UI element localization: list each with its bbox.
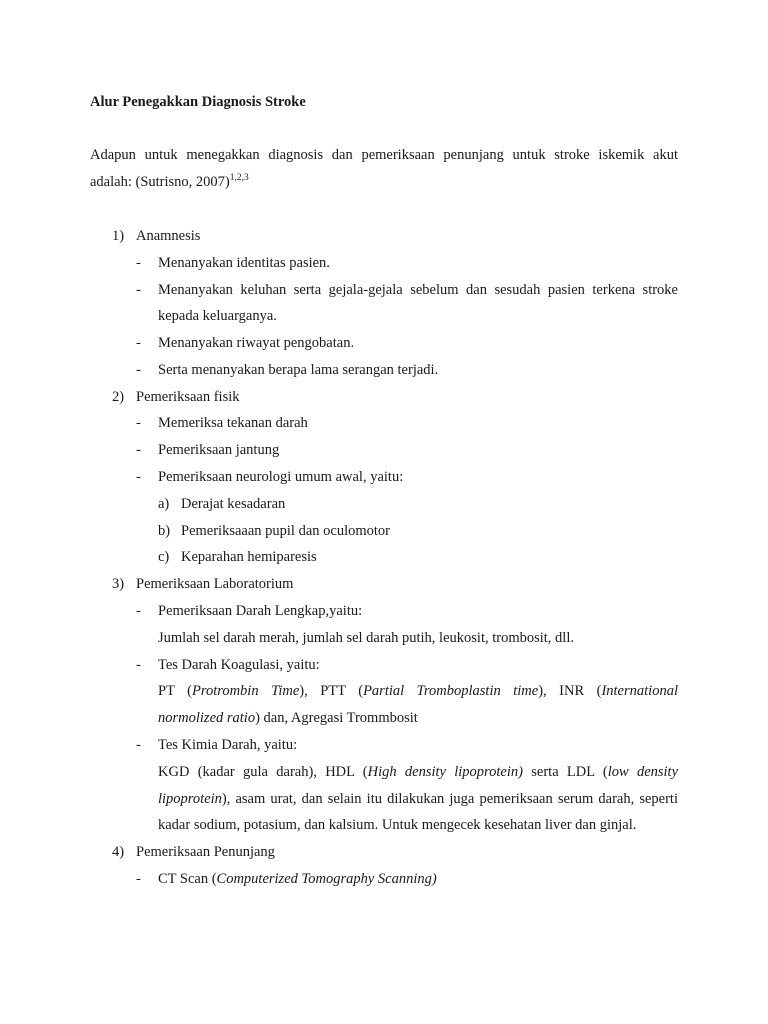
italic-term: Computerized Tomography Scanning) [216, 871, 437, 887]
text-span: PT ( [158, 683, 192, 699]
dash-bullet: - [136, 603, 141, 619]
section-1-heading: Anamnesis [136, 228, 201, 244]
coagulation-line-2 [158, 708, 418, 728]
dash-bullet: - [136, 657, 141, 673]
section-3-number: 3) [112, 576, 125, 592]
list-item: Pemeriksaan neurologi umum awal, yaitu: [158, 469, 404, 485]
list-item: Menanyakan riwayat pengobatan. [158, 335, 355, 351]
sub-item-letter: b) [158, 523, 171, 539]
sub-item: Pemeriksaaan pupil dan oculomotor [181, 523, 390, 539]
text-span: ) dan, Agregasi Trommbosit [255, 710, 418, 726]
dash-bullet: - [136, 469, 141, 485]
list-item: Tes Kimia Darah, yaitu: [158, 737, 298, 753]
list-item: Memeriksa tekanan darah [158, 415, 308, 431]
italic-term: International [601, 683, 678, 699]
dash-bullet: - [136, 255, 141, 271]
italic-term: lipoprotein [158, 791, 222, 807]
section-4-number: 4) [112, 844, 125, 860]
dash-bullet: - [136, 737, 141, 753]
intro-line-2 [90, 172, 249, 192]
dash-bullet: - [136, 335, 141, 351]
section-4-heading: Pemeriksaan Penunjang [136, 844, 275, 860]
text-span: KGD (kadar gula darah), HDL ( [158, 764, 368, 780]
sub-item-letter: c) [158, 549, 170, 565]
section-2-heading: Pemeriksaan fisik [136, 389, 240, 405]
dash-bullet: - [136, 282, 141, 298]
dash-bullet: - [136, 871, 141, 887]
list-item-continuation: Jumlah sel darah merah, jumlah sel darah putih, leukosit, trombosit, dll. [158, 630, 574, 646]
intro-line-1: Adapun untuk menegakkan diagnosis dan pemeriksaan penunjang untuk stroke iskemik akut [90, 147, 678, 163]
list-item: Menanyakan identitas pasien. [158, 255, 330, 271]
list-item: Pemeriksaan Darah Lengkap,yaitu: [158, 603, 363, 619]
section-3-heading: Pemeriksaan Laboratorium [136, 576, 294, 592]
dash-bullet: - [136, 442, 141, 458]
chemistry-line-3: kadar sodium, potasium, dan kalsium. Untuk mengecek kesehatan liver dan ginjal. [158, 817, 637, 833]
sub-item-letter: a) [158, 496, 170, 512]
text-span: ), INR ( [538, 683, 602, 699]
list-item [158, 869, 437, 889]
list-item: Pemeriksaan jantung [158, 442, 280, 458]
chemistry-line-2 [158, 789, 678, 809]
page-title: Alur Penegakkan Diagnosis Stroke [90, 94, 306, 110]
text-span: ), asam urat, dan selain itu dilakukan juga pemeriksaan serum darah, seperti [221, 791, 678, 807]
list-item: Menanyakan keluhan serta gejala-gejala sebelum dan sesudah pasien terkena stroke [158, 282, 678, 298]
list-item: Tes Darah Koagulasi, yaitu: [158, 657, 320, 673]
dash-bullet: - [136, 362, 141, 378]
italic-term: Partial Tromboplastin time [363, 683, 539, 699]
section-2-number: 2) [112, 389, 125, 405]
italic-term: Protrombin Time [191, 683, 300, 699]
intro-citation: adalah: (Sutrisno, 2007) [90, 174, 230, 190]
sub-item: Derajat kesadaran [181, 496, 286, 512]
text-span: ), PTT ( [299, 683, 364, 699]
italic-term: normolized ratio [158, 710, 256, 726]
section-1-number: 1) [112, 228, 125, 244]
text-span: CT Scan ( [158, 871, 217, 887]
italic-term: low density [607, 764, 679, 780]
text-span: serta LDL ( [522, 764, 608, 780]
intro-superscript: 1,2,3 [229, 173, 249, 184]
chemistry-line-1 [158, 762, 678, 782]
list-item-continuation: kepada keluarganya. [158, 308, 277, 324]
dash-bullet: - [136, 415, 141, 431]
sub-item: Keparahan hemiparesis [181, 549, 317, 565]
coagulation-line-1 [158, 681, 678, 701]
italic-term: High density lipoprotein) [367, 764, 523, 780]
list-item: Serta menanyakan berapa lama serangan terjadi. [158, 362, 439, 378]
